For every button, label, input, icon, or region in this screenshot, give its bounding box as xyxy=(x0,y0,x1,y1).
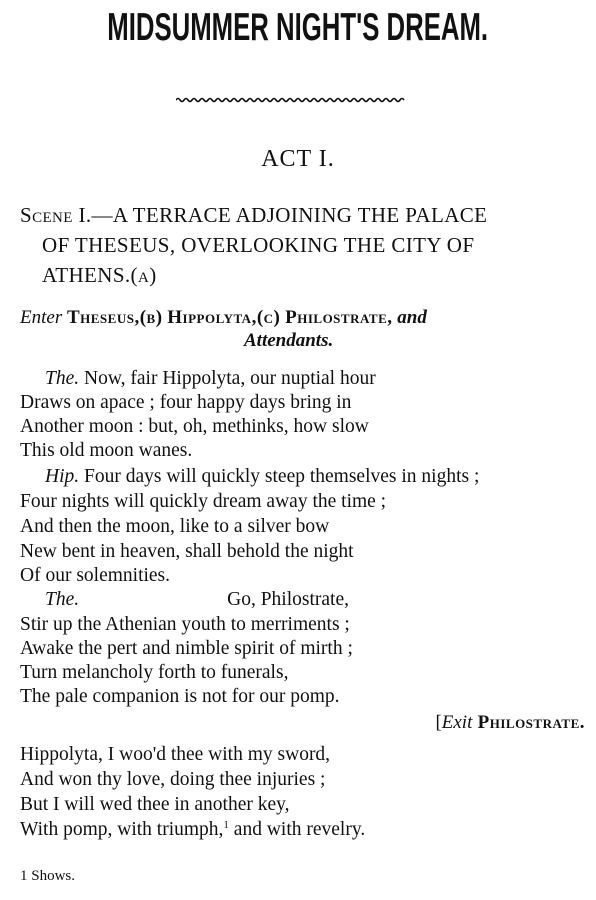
exit-philostrate: Philostrate. xyxy=(472,712,585,733)
sd-and: and xyxy=(397,307,427,328)
footnote-mark: 1 xyxy=(20,868,28,884)
verse-line: Four nights will quickly dream away the time ; xyxy=(20,491,387,512)
scene-lead: Scene xyxy=(20,203,73,227)
verse-line: But I will wed thee in another key, xyxy=(20,794,290,815)
exit-word: Exit xyxy=(441,712,473,733)
verse-line xyxy=(20,589,596,611)
stage-direction-enter xyxy=(20,306,586,330)
decorative-wavy-rule xyxy=(176,96,406,104)
scene-note-mark: a xyxy=(137,263,150,287)
verse-line: Of our solemnities. xyxy=(20,565,171,586)
scene-line-2: OF THESEUS, OVERLOOKING THE CITY OF xyxy=(42,233,475,257)
speaker-hippolyta: Hip. xyxy=(45,466,80,487)
speaker-theseus: The. xyxy=(45,368,80,389)
verse-line: The pale companion is not for our pomp. xyxy=(20,686,340,707)
verse-text: Four days will quickly steep themselves in nights ; xyxy=(79,466,480,487)
verse-line: And won thy love, doing thee injuries ; xyxy=(20,769,326,790)
verse-line xyxy=(20,466,596,488)
verse-text: Go, Philostrate, xyxy=(227,589,349,610)
sd-attendants: Attendants. xyxy=(244,330,334,351)
footnote-ref: 1 xyxy=(223,819,229,831)
verse-text: and with revelry. xyxy=(228,819,366,840)
scene-line-3 xyxy=(20,260,590,290)
scene-heading xyxy=(20,200,590,290)
verse-line: And then the moon, like to a silver bow xyxy=(20,516,330,537)
verse-line: Stir up the Athenian youth to merriments ; xyxy=(20,614,350,635)
footnote-text: Shows. xyxy=(27,868,76,884)
running-title: MIDSUMMER NIGHT'S DREAM. xyxy=(107,6,489,49)
verse-line xyxy=(20,819,590,841)
footnote xyxy=(20,868,75,885)
verse-line: Hippolyta, I woo'd thee with my sword, xyxy=(20,744,331,765)
sd-enter: Enter xyxy=(20,307,63,328)
sd-philostrate: Philostrate, xyxy=(285,307,393,328)
sd-theseus: Theseus,(b) xyxy=(66,307,163,328)
verse-line: Awake the pert and nimble spirit of mirth ; xyxy=(20,638,353,659)
scene-line-3-text: ATHENS.( xyxy=(42,263,138,287)
verse-text: Now, fair Hippolyta, our nuptial hour xyxy=(79,368,376,389)
sd-hippolyta: Hippolyta,(c) xyxy=(167,307,281,328)
verse-line: Another moon : but, oh, methinks, how slow xyxy=(20,416,369,437)
verse-line: New bent in heaven, shall behold the night xyxy=(20,541,354,562)
act-heading: ACT I. xyxy=(261,146,335,172)
scene-note-close: ) xyxy=(149,263,157,287)
verse-line: This old moon wanes. xyxy=(20,440,193,461)
speaker-theseus: The. xyxy=(45,589,80,610)
verse-line xyxy=(20,368,596,390)
scene-line-1: I.—A TERRACE ADJOINING THE PALACE xyxy=(72,203,488,227)
exit-bracket: [ xyxy=(435,712,442,733)
verse-text: With pomp, with triumph, xyxy=(20,819,224,840)
stage-direction-exit xyxy=(380,712,585,734)
verse-line: Turn melancholy forth to funerals, xyxy=(20,662,289,683)
verse-line: Draws on apace ; four happy days bring in xyxy=(20,392,352,413)
